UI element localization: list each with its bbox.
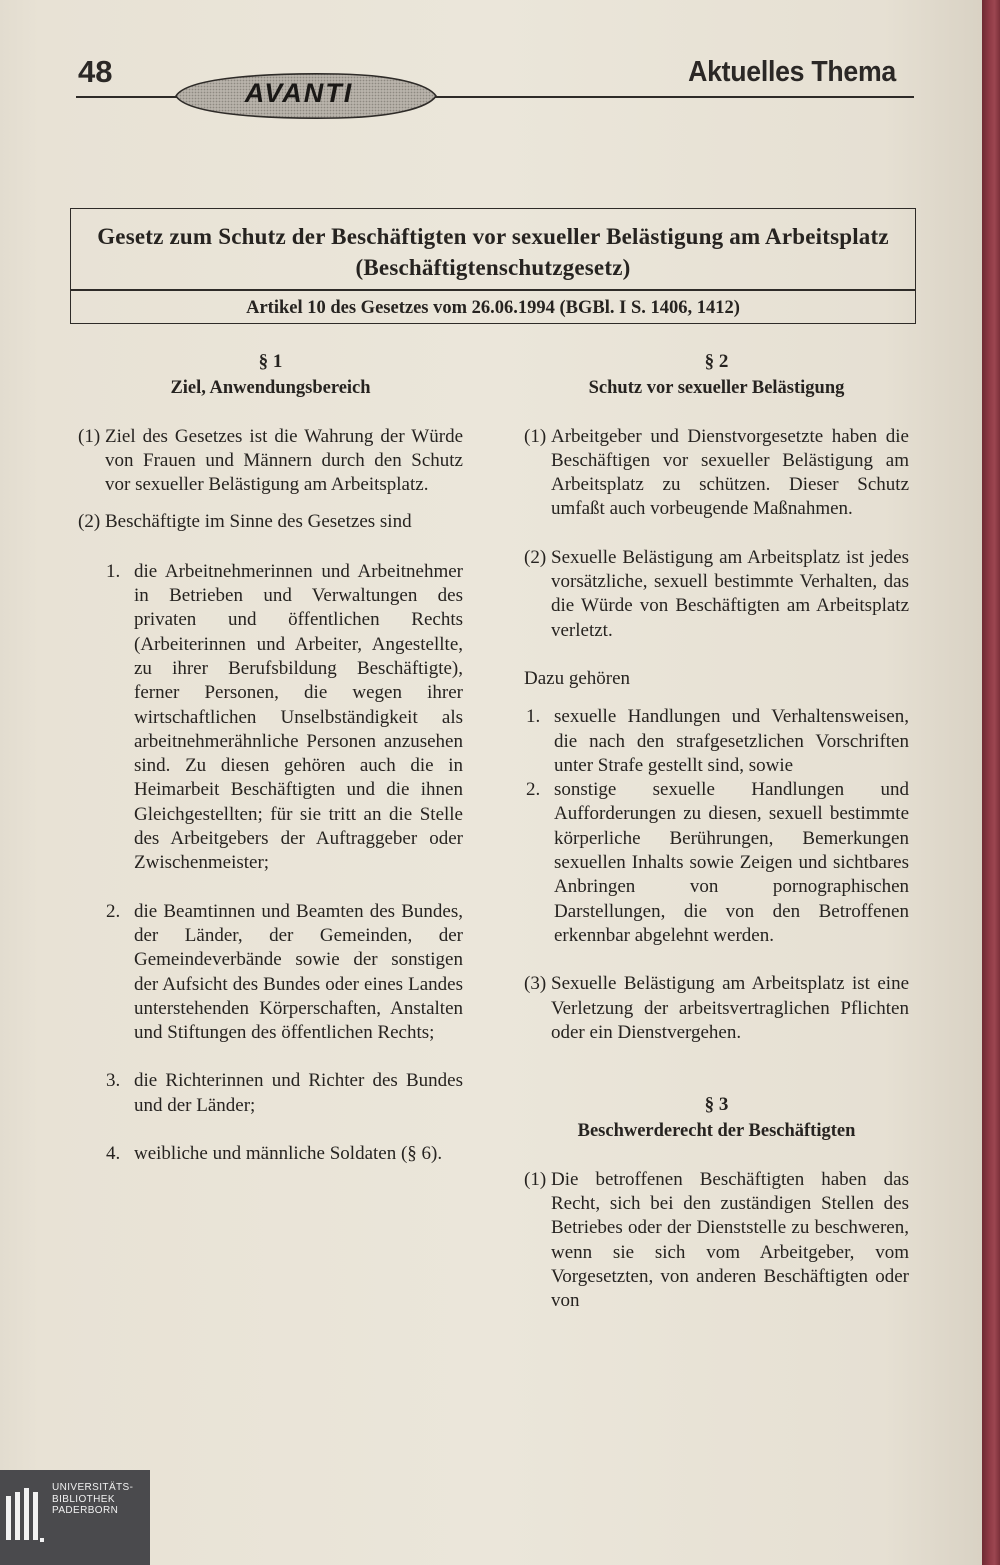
list-item-text: die Beamtinnen und Beamten des Bundes, der Länder, der Gemeinden, der Gemeindeverbände sowie der sonstigen der Aufsicht des Bundes oder eines Landes unterstehenden Körperschaften, Anstalten und Stiftungen des öffentlichen Rechts; — [134, 900, 463, 1044]
list-item-text: die Richterinnen und Richter des Bundes und der Länder; — [134, 1070, 463, 1116]
list-item-label: 3. — [106, 1070, 121, 1092]
list-item-text: die Arbeitnehmerinnen und Arbeitnehmer in Betrieben und Verwaltungen des privaten und öffentlichen Rechts (Arbeiterinnen und Arbeiter, Angestellte, zu ihrer Berufsbildung Beschäftigte), ferner Personen, die wegen ihrer wirtschaftlichen Unselbständigkeit als arbeitnehmerähnliche Personen anzusehen sind. Zu diesen gehören auch die in Heimarbeit Beschäftigten und die ihnen Gleichgestellten; für sie tritt an die Stelle des Arbeitgebers der Auftraggeber oder Zwischenmeister; — [134, 560, 463, 874]
library-name-line: UNIVERSITÄTS- — [52, 1482, 134, 1493]
section-2-sign: § 2 — [704, 351, 729, 372]
section-2-list-item — [524, 778, 909, 948]
section-2-list-intro: Dazu gehören — [524, 667, 631, 689]
section-1-list-item — [106, 560, 463, 876]
section-2-list-item — [524, 705, 909, 778]
list-item-text: sexuelle Handlungen und Verhaltensweisen, die nach den strafgesetzlichen Vorschriften unter Strafe gestellt sind, sowie — [554, 706, 909, 776]
paragraph-label: (3) — [524, 973, 547, 995]
library-logo-icon — [6, 1488, 46, 1548]
list-item-label: 4. — [106, 1143, 121, 1165]
paragraph-text: Die betroffenen Beschäftigten haben das Recht, sich bei den zuständigen Stellen des Betriebes oder der Dienststelle zu beschweren, wenn sie sich vom Arbeitgeber, vom Vorgesetzten, von anderen Beschäftigten oder von — [551, 1168, 909, 1312]
paragraph-text: Sexuelle Belästigung am Arbeitsplatz ist jedes vorsätzliche, sexuell bestimmte Verhalten, das die Würde von Beschäftigten am Arbeitsplatz verletzt. — [551, 546, 909, 641]
paragraph-label: (1) — [78, 425, 101, 447]
avanti-logo — [158, 70, 440, 122]
title-box-divider — [71, 289, 915, 291]
paragraph-label: (1) — [524, 1168, 547, 1190]
paragraph-label: (1) — [524, 425, 547, 447]
section-1-paragraph-1 — [78, 425, 463, 498]
library-name-line: PADERBORN — [52, 1505, 119, 1516]
section-1-heading: Ziel, Anwendungsbereich — [170, 378, 371, 399]
section-title: Aktuelles Thema — [688, 56, 896, 88]
section-1-list-item — [106, 1069, 463, 1118]
section-2-paragraph-3 — [524, 972, 909, 1045]
library-name — [52, 1482, 133, 1517]
list-item-text: sonstige sexuelle Handlungen und Aufforderungen zu diesen, sexuell bestimmte körperliche Berührungen, Bemerkungen sexuellen Inhalts sowie Zeigen und sichtbares Anbringen von pornographischen Darstellungen, die von den Betroffenen erkennbar abgelehnt werden. — [554, 779, 909, 946]
section-3-paragraph-1 — [524, 1168, 909, 1314]
section-3-sign: § 3 — [704, 1094, 729, 1116]
library-name-line: BIBLIOTHEK — [52, 1493, 115, 1505]
right-column — [524, 350, 909, 1314]
page-number: 48 — [78, 54, 113, 89]
list-item-label: 2. — [106, 900, 121, 922]
page-header — [0, 0, 982, 110]
library-watermark — [0, 1470, 150, 1565]
book-binding-edge — [982, 0, 1000, 1565]
paragraph-label: (2) — [78, 511, 101, 533]
section-1-list-item — [106, 1142, 463, 1166]
law-title-box — [70, 208, 916, 324]
paragraph-label: (2) — [524, 546, 547, 568]
section-3-heading: Beschwerderecht der Beschäftigten — [577, 1121, 856, 1142]
law-title: Gesetz zum Schutz der Beschäftigten vor sexueller Belästigung am Arbeitsplatz (Beschäftigtenschutzgesetz) — [97, 224, 889, 280]
section-1-sign: § 1 — [258, 351, 283, 372]
section-2-heading: Schutz vor sexueller Belästigung — [588, 378, 845, 399]
paragraph-text: Sexuelle Belästigung am Arbeitsplatz ist eine Verletzung der arbeitsvertraglichen Pflichten oder ein Dienstvergehen. — [551, 973, 909, 1043]
left-column — [78, 350, 463, 1166]
section-2-paragraph-2 — [524, 546, 909, 643]
paragraph-text: Arbeitgeber und Dienstvorgesetzte haben die Beschäftigen vor sexueller Belästigung am Arbeitsplatz zu schützen. Dieser Schutz umfaßt auch vorbeugende Maßnahmen. — [551, 425, 909, 520]
list-item-text: weibliche und männliche Soldaten (§ 6). — [134, 1143, 443, 1165]
section-1-paragraph-2 — [78, 510, 463, 534]
section-2-paragraph-1 — [524, 425, 909, 522]
law-citation: Artikel 10 des Gesetzes vom 26.06.1994 (BGBl. I S. 1406, 1412) — [246, 298, 740, 318]
list-item-label: 1. — [106, 560, 121, 582]
logo-text: AVANTI — [244, 78, 354, 108]
section-1-list-item — [106, 900, 463, 1046]
paragraph-text: Beschäftigte im Sinne des Gesetzes sind — [105, 511, 412, 533]
list-item-label: 1. — [526, 706, 541, 728]
paragraph-text: Ziel des Gesetzes ist die Wahrung der Würde von Frauen und Männern durch den Schutz vor sexueller Belästigung am Arbeitsplatz. — [105, 425, 463, 496]
list-item-label: 2. — [526, 779, 541, 801]
